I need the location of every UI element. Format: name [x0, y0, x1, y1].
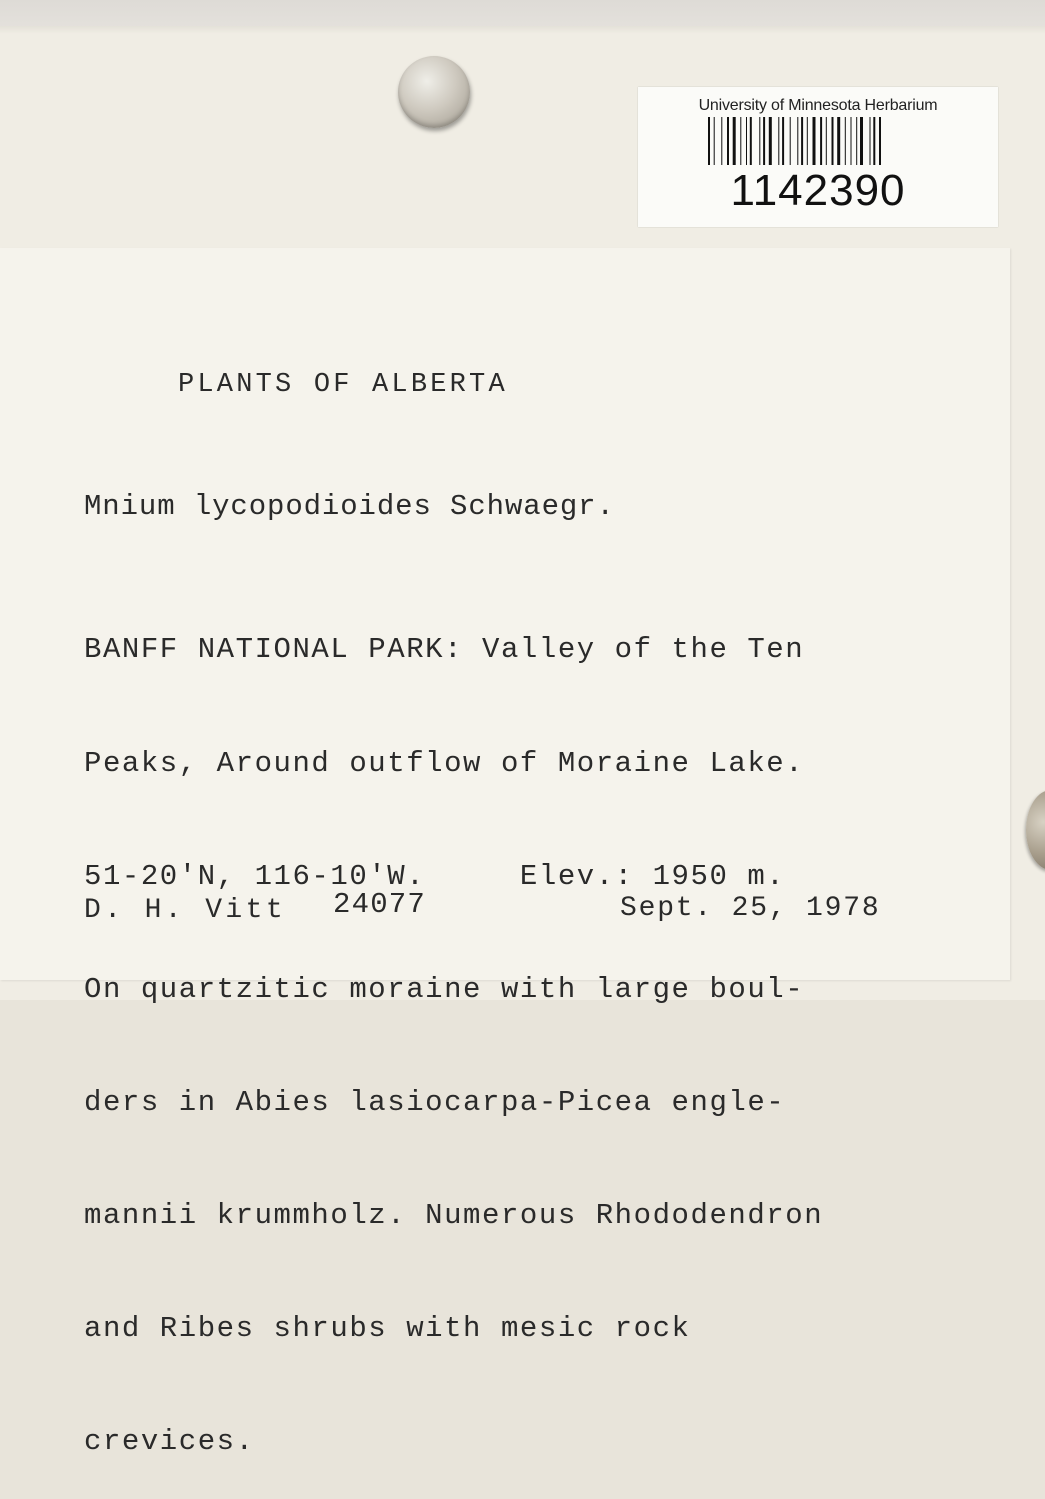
locality-line: On quartzitic moraine with large boul- — [84, 972, 805, 1006]
locality-line: Peaks, Around outflow of Moraine Lake. — [84, 746, 805, 780]
locality-line: mannii krummholz. Numerous Rhododendron — [84, 1198, 824, 1232]
barcode-icon — [708, 117, 928, 165]
species-name: Mnium lycopodioides Schwaegr. — [84, 490, 615, 523]
locality-line: and Ribes shrubs with mesic rock — [84, 1312, 691, 1346]
collection-date: Sept. 25, 1978 — [620, 893, 881, 924]
magnet-icon — [398, 56, 470, 128]
sheet-shadow — [0, 26, 1045, 34]
barcode-number: 1142390 — [730, 166, 906, 215]
locality-line: ders in Abies lasiocarpa-Picea engle- — [84, 1085, 786, 1119]
barcode-institution: University of Minnesota Herbarium — [698, 97, 938, 114]
label-heading: PLANTS OF ALBERTA — [178, 370, 508, 400]
locality-line: 51-20'N, 116-10'W. Elev.: 1950 m. — [84, 859, 786, 893]
locality-description — [84, 556, 823, 1499]
barcode-label — [638, 87, 998, 227]
locality-line: BANFF NATIONAL PARK: Valley of the Ten — [84, 633, 805, 667]
collector-name: D. H. Vitt — [84, 895, 287, 926]
locality-line: crevices. — [84, 1425, 255, 1459]
collection-number: 24077 — [333, 888, 427, 921]
